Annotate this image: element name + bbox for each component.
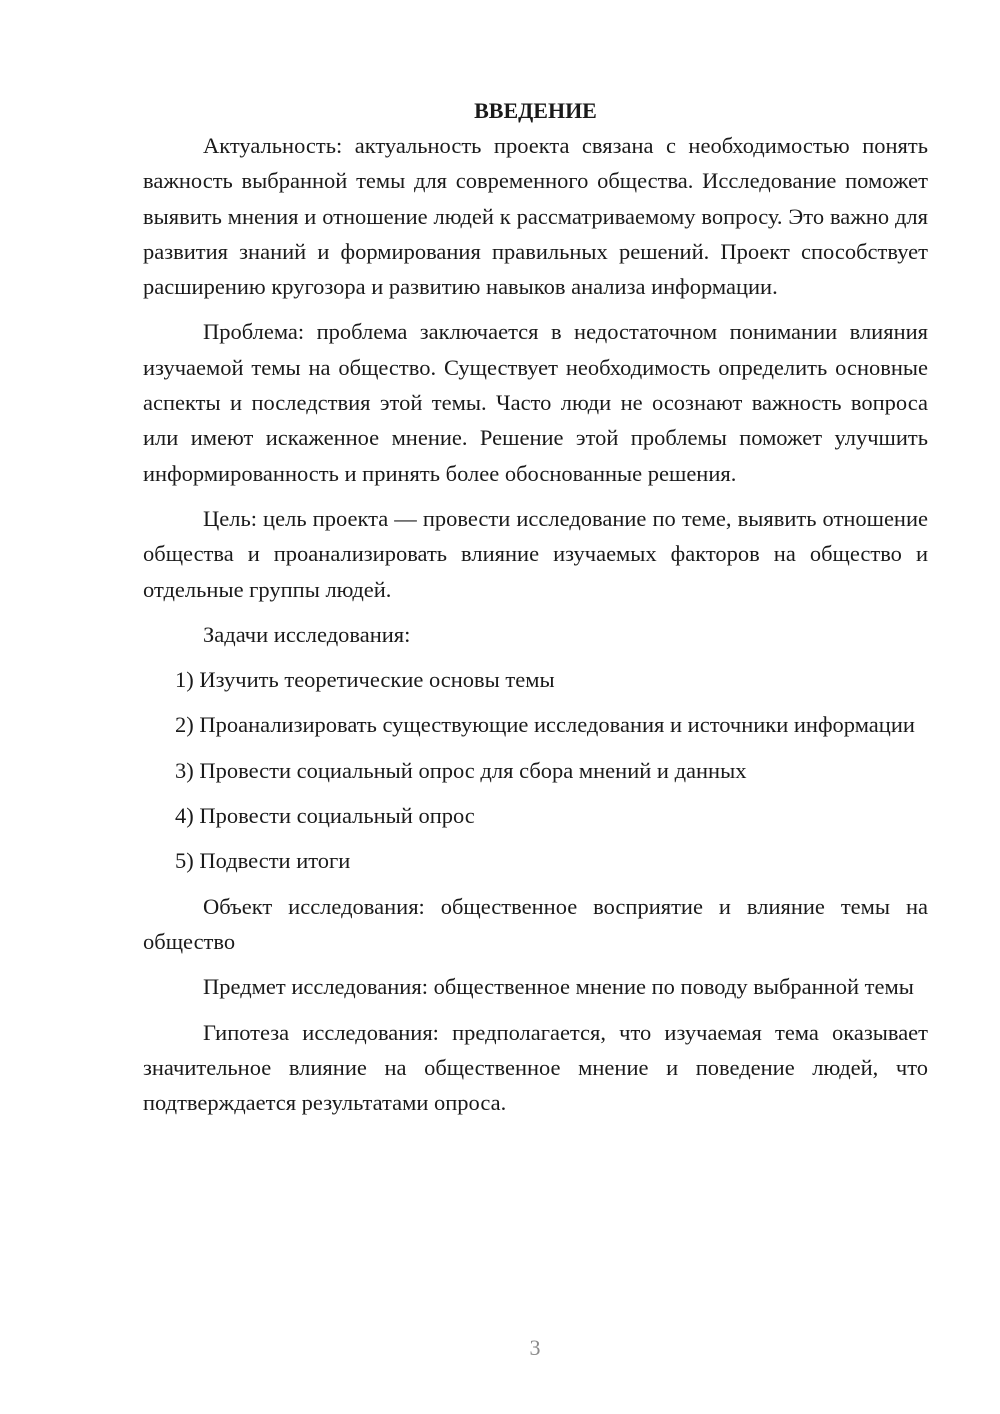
paragraph-subject: Предмет исследования: общественное мнение по поводу выбранной темы <box>203 974 914 1000</box>
paragraph-hypothesis: Гипотеза исследования: предполагается, что изучаемая тема оказывает значительное влияние на общественное мнение и поведение людей, что подтверждается результатами опроса. <box>143 1019 928 1116</box>
paragraph-goal: Цель: цель проекта — провести исследование по теме, выявить отношение общества и проанализировать влияние изучаемых факторов на общество и отдельные группы людей. <box>143 505 928 602</box>
paragraph-relevance: Актуальность: актуальность проекта связана с необходимостью понять важность выбранной темы для современного общества. Исследование поможет выявить мнения и отношение людей к рассматриваемому вопросу. Это важно для развития знаний и формирования правильных решений. Проект способствует расширению кругозора и развитию навыков анализа информации. <box>143 133 928 300</box>
section-title: ВВЕДЕНИЕ <box>474 98 597 123</box>
task-item-5: 5) Подвести итоги <box>175 848 351 874</box>
page-content <box>143 96 928 1120</box>
page-number: 3 <box>529 1335 541 1360</box>
paragraph-object: Объект исследования: общественное восприятие и влияние темы на общество <box>143 893 928 954</box>
paragraph-problem: Проблема: проблема заключается в недостаточном понимании влияния изучаемой темы на общество. Существует необходимость определить основные аспекты и последствия этой темы. Часто люди не осознают важность вопроса или имеют искаженное мнение. Решение этой проблемы поможет улучшить информированность и принять более обоснованные решения. <box>143 319 928 486</box>
task-item-1: 1) Изучить теоретические основы темы <box>175 667 555 693</box>
task-item-2: 2) Проанализировать существующие исследования и источники информации <box>175 712 915 738</box>
task-item-4: 4) Провести социальный опрос <box>175 803 475 829</box>
tasks-heading: Задачи исследования: <box>203 621 411 647</box>
task-item-3: 3) Провести социальный опрос для сбора мнений и данных <box>175 757 747 783</box>
